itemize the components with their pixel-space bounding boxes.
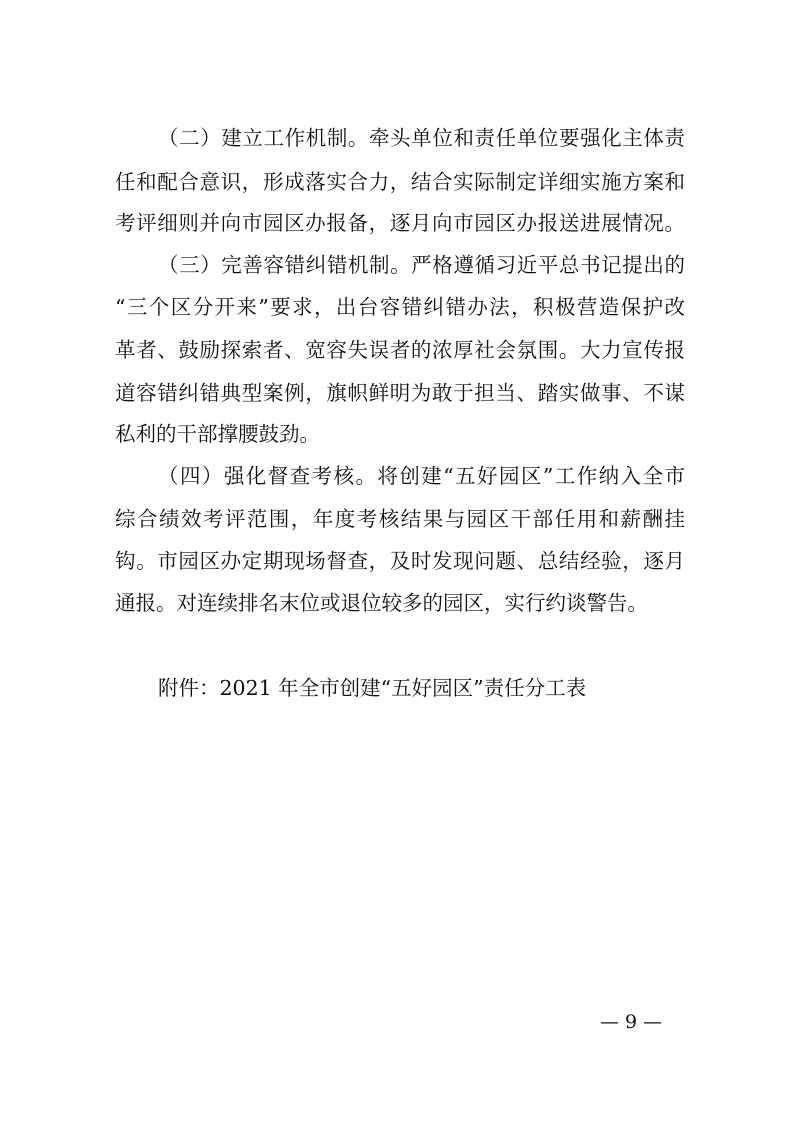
section-3-line-2: “三个区分开来”要求，出台容错纠错办法，积极营造保护改 bbox=[115, 295, 685, 319]
section-3-line-3: 革者、鼓励探索者、宽容失误者的浓厚社会氛围。大力宣传报 bbox=[115, 338, 685, 362]
section-4-line-4: 通报。对连续排名末位或退位较多的园区，实行约谈警告。 bbox=[115, 591, 648, 615]
section-2-line-2: 任和配合意识，形成落实合力，结合实际制定详细实施方案和 bbox=[115, 170, 685, 194]
section-3-line-5: 私利的干部撑腰鼓劲。 bbox=[115, 422, 320, 446]
section-2-line-3: 考评细则并向市园区办报备，逐月向市园区办报送进展情况。 bbox=[115, 211, 685, 235]
section-3-line-1: （三）完善容错纠错机制。严格遵循习近平总书记提出的 bbox=[158, 253, 685, 277]
section-3-line-4: 道容错纠错典型案例，旗帜鲜明为敢于担当、踏实做事、不谋 bbox=[115, 381, 685, 405]
section-4-line-1: （四）强化督查考核。将创建“五好园区”工作纳入全市 bbox=[158, 464, 685, 488]
section-4-line-2: 综合绩效考评范围，年度考核结果与园区干部任用和薪酬挂 bbox=[115, 507, 685, 531]
section-2-line-1: （二）建立工作机制。牵头单位和责任单位要强化主体责 bbox=[158, 126, 685, 150]
page-number: — 9 — bbox=[600, 1011, 663, 1033]
section-4-line-3: 钩。市园区办定期现场督查，及时发现问题、总结经验，逐月 bbox=[115, 549, 685, 573]
attachment-line: 附件：2021 年全市创建“五好园区”责任分工表 bbox=[158, 676, 587, 700]
